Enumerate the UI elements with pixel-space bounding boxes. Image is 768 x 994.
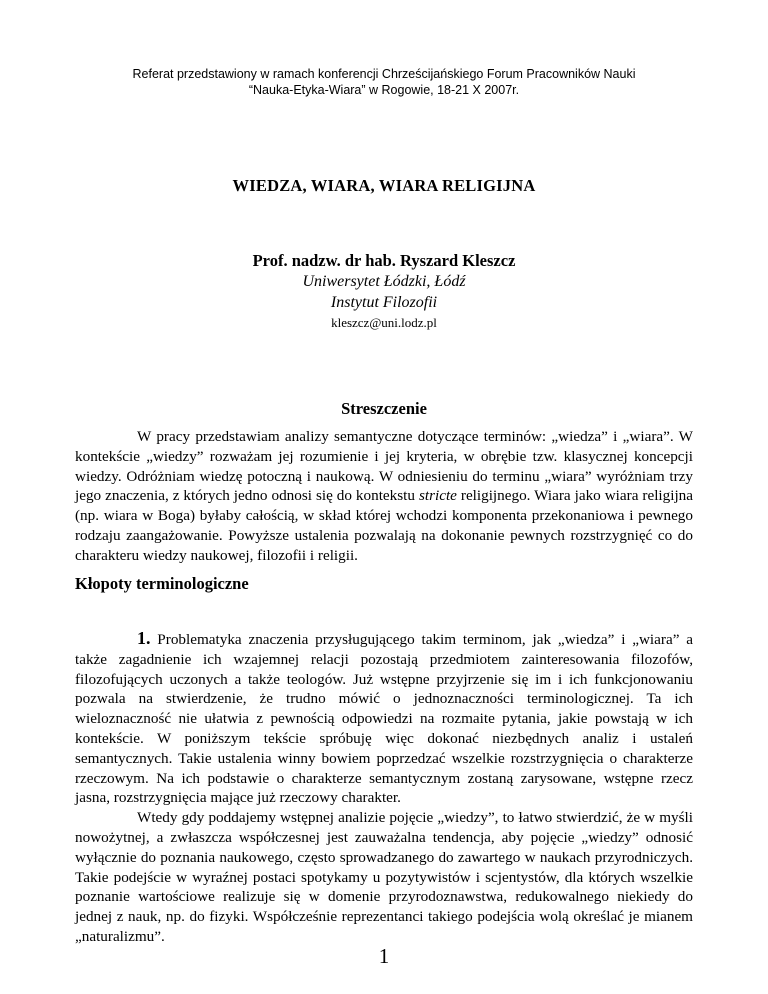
header-line-1: Referat przedstawiony w ramach konferencji Chrześcijańskiego Forum Pracowników Nauki [132, 67, 636, 81]
author-university: Uniwersytet Łódzki, Łódź [302, 273, 466, 290]
author-institute: Instytut Filozofii [330, 294, 438, 311]
body-paragraph-2: Wtedy gdy poddajemy wstępnej analizie pojęcie „wiedzy”, to łatwo stwierdzić, że w myśli nowożytnej, a zwłaszcza współczesnej jest zauważalna tendencja, aby pojęcie „wiedzy” odnosić wyłącznie do poznania naukowego, często sprowadzanego do zawartego w naukach przyrodniczych. Takie podejście w wyraźnej postaci spotykamy u pozytywistów i scjentystów, dla których wszelkie poznanie wartościowe realizuje się w domenie przyrodoznawstwa, redukowalnego niekiedy do jednej z nauk, np. do fizyki. Współcześnie reprezentanci takiego podejścia wolą określać je mianem „naturalizmu”. [75, 809, 693, 945]
abstract-heading: Streszczenie [341, 399, 427, 418]
abstract-text-part-2: religijnego. Wiara jako wiara religijna (np. wiara w Boga) byłaby całością, w skład której wchodzi komponenta przekonaniowa i pewnego rodzaju zaangażowanie. Powyższe ustalenia pozwalają na dokonanie pewnych rozstrzygnięć co do charakteru wiedzy naukowej, filozofii i religii. [75, 487, 694, 564]
author-email: kleszcz@uni.lodz.pl [331, 315, 437, 330]
header-line-2: “Nauka-Etyka-Wiara” w Rogowie, 18-21 X 2007r. [248, 83, 520, 97]
body-paragraph-1 [75, 629, 693, 808]
section-body [75, 629, 693, 947]
abstract-text [75, 427, 693, 566]
paragraph-number: 1. [137, 628, 151, 648]
author-name: Prof. nadzw. dr hab. Ryszard Kleszcz [252, 251, 516, 270]
author-block [0, 251, 768, 332]
paragraph-1-text: Problematyka znaczenia przysługującego takim terminom, jak „wiedza” i „wiara” a także zagadnienie ich wzajemnej relacji pozostają przedmiotem zainteresowania filozofów, filozofujących uczonych a także teologów. Już wstępne przyjrzenie się im i ich funkcjonowaniu pozwala na stwierdzenie, że trudno mówić o jednoznaczności terminologicznej. Ta ich wieloznaczność nie ułatwia z pewnością odpowiedzi na rozmaite pytania, jakie powstają w ich kontekście. W poniższym tekście spróbuję więc dokonać niezbędnych analiz i ustaleń semantycznych. Takie ustalenia winny bowiem poprzedzać wszelkie rozstrzygnięcia o charakterze rzeczowym. Na ich podstawie o charakterze semantycznym zostaną zarysowane, wstępne rzecz jasna, rozstrzygnięcia mające już rzeczowy charakter. [75, 631, 693, 807]
section-heading: Kłopoty terminologiczne [75, 574, 249, 593]
page-number: 1 [378, 944, 390, 968]
document-title: WIEDZA, WIARA, WIARA RELIGIJNA [232, 176, 536, 195]
conference-header [0, 66, 768, 98]
abstract-italic-term: stricte [418, 487, 457, 505]
abstract-text-part-1: W pracy przedstawiam analizy semantyczne dotyczące terminów: „wiedza” i „wiara”. W kontekście „wiedzy” rozważam jej rozumienie i jej kryteria, w obrębie tzw. klasycznej koncepcji wiedzy. Odróżniam wiedzę potoczną i naukową. W odniesieniu do terminu „wiara” wyróżniam trzy jego znaczenia, z których jedno odnosi się do kontekstu [75, 428, 693, 505]
